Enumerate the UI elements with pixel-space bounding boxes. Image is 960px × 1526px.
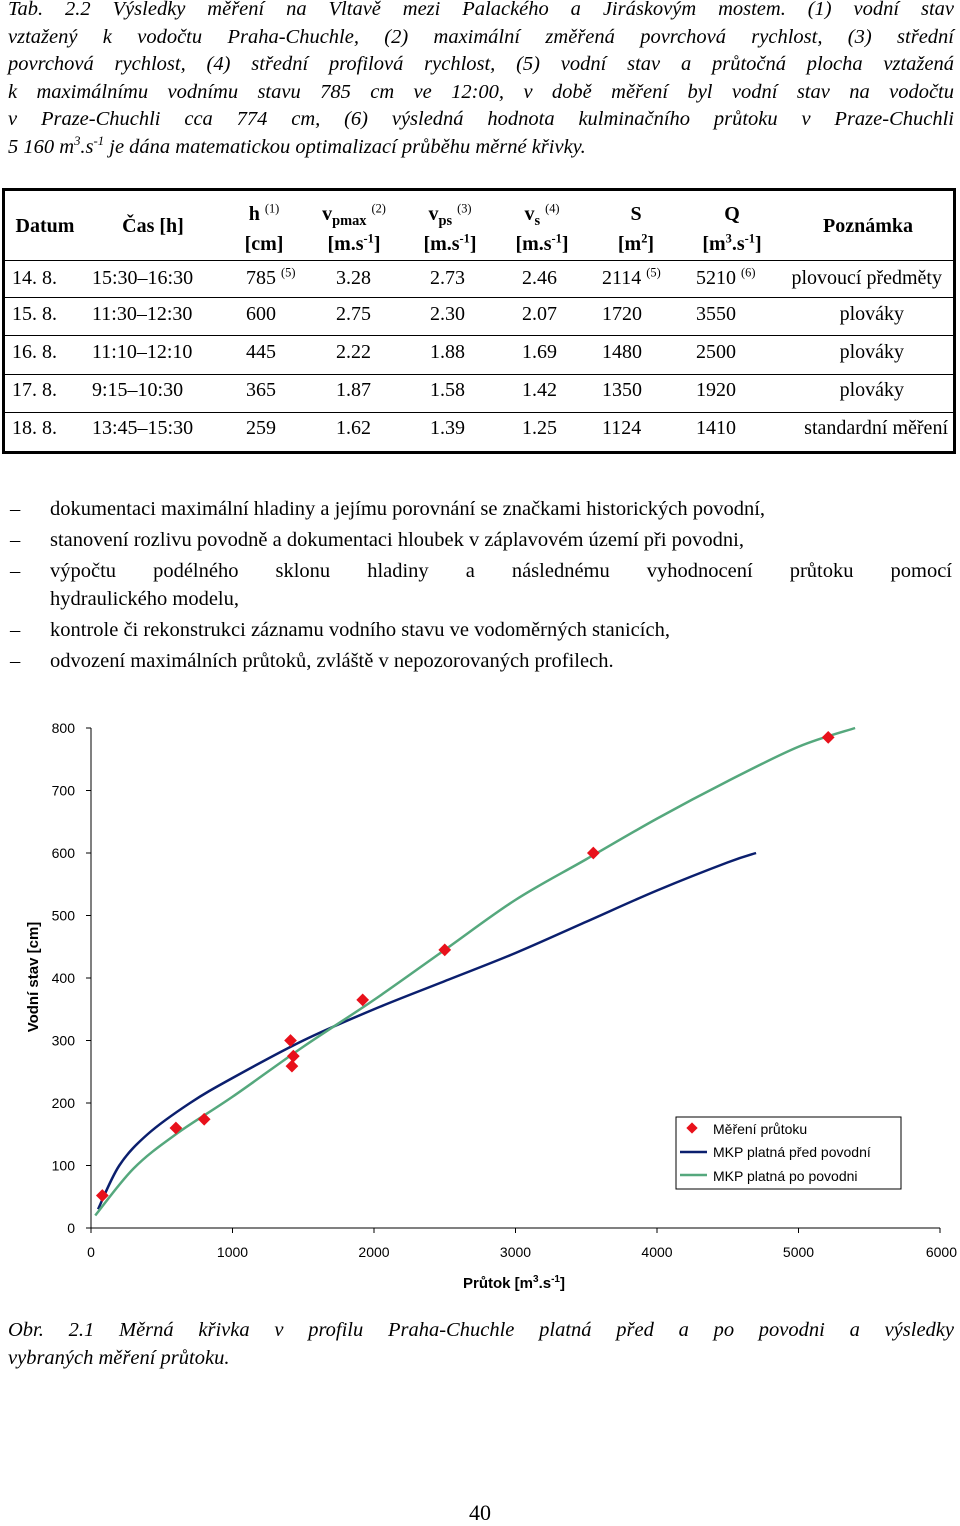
header-symbol: v <box>322 203 333 225</box>
x-tick-label: 6000 <box>925 1244 957 1260</box>
cell-vs: 2.07 <box>522 303 557 325</box>
cell-h: 600 <box>246 303 276 325</box>
series-line-before <box>98 853 756 1209</box>
table-caption-line: povrchová rychlost, (4) střední profilová rychlost, (5) vodní stav a průtočná plocha vztažená <box>8 53 954 76</box>
y-tick-label: 0 <box>67 1220 75 1236</box>
cell-poznamka: plováky <box>839 379 904 401</box>
cell-value: 785 <box>246 267 276 289</box>
header-vpmax <box>314 202 394 256</box>
header-S <box>606 202 666 256</box>
cell-h: 365 <box>246 379 276 401</box>
header-unit: ] <box>754 233 762 255</box>
cell-vpmax: 3.28 <box>336 267 371 289</box>
y-tick-label: 700 <box>51 782 75 799</box>
header-unit: [cm] <box>244 233 284 255</box>
cell-datum: 14. 8. <box>12 267 57 289</box>
cell-h: 259 <box>246 417 276 439</box>
header-unit: [m.s <box>423 233 460 255</box>
header-unit-sup: 2 <box>641 231 648 246</box>
rating-curve-chart <box>0 700 960 1300</box>
cell-vps: 1.88 <box>430 341 465 363</box>
cell-vpmax: 2.22 <box>336 341 371 363</box>
table-caption-line: Tab. 2.2 Výsledky měření na Vltavě mezi Palackého a Jiráskovým mostem. (1) vodní stav <box>8 0 954 20</box>
y-tick-label: 600 <box>51 845 75 861</box>
x-tick-label: 1000 <box>216 1244 249 1260</box>
x-tick-label: 4000 <box>641 1244 673 1260</box>
y-tick-label: 800 <box>51 720 75 736</box>
header-Q <box>688 202 776 256</box>
y-tick-label: 200 <box>51 1095 75 1111</box>
header-vs <box>506 202 578 256</box>
page-number: 40 <box>469 1500 491 1525</box>
cell-Q <box>696 266 755 290</box>
header-h <box>238 202 290 256</box>
list-item-text: dokumentaci maximální hladiny a jejímu porovnání se značkami historických povodní, <box>50 498 766 520</box>
header-unit: ] <box>561 233 569 255</box>
header-unit: ] <box>469 233 477 255</box>
x-axis-label-sup: 3 <box>533 1274 539 1285</box>
cell-datum: 15. 8. <box>12 303 57 325</box>
cell-S <box>602 266 661 290</box>
cell-datum: 17. 8. <box>12 379 57 401</box>
figure-caption-line: Obr. 2.1 Měrná křivka v profilu Praha-Chuchle platná před a po povodni a výsledky <box>8 1319 954 1341</box>
header-unit: .s <box>731 233 745 255</box>
cell-vps: 1.39 <box>430 417 465 439</box>
cell-vps: 2.30 <box>430 303 465 325</box>
cell-cas: 15:30–16:30 <box>92 267 194 289</box>
dash-icon: – <box>10 619 21 641</box>
chart-svg <box>0 700 960 1300</box>
measurement-point <box>822 731 835 744</box>
cell-Q: 1410 <box>696 417 736 439</box>
cell-S: 1124 <box>602 417 642 439</box>
table-caption-line <box>8 134 954 162</box>
cell-cas: 13:45–15:30 <box>92 417 194 439</box>
header-sub: s <box>534 213 541 229</box>
row-separator <box>5 412 953 413</box>
cell-note: (6) <box>741 265 756 280</box>
cell-h: 445 <box>246 341 276 363</box>
caption-text: je dána matematickou optimalizací průběhu měrné křivky. <box>104 135 586 158</box>
header-unit-sup: 3 <box>725 231 732 246</box>
y-ticks <box>52 720 91 1236</box>
header-symbol: v <box>428 203 439 225</box>
cell-note: (5) <box>281 265 296 280</box>
cell-vs: 1.25 <box>522 417 557 439</box>
measurement-point <box>198 1113 211 1126</box>
figure-caption <box>8 1317 954 1372</box>
header-vps <box>414 202 486 256</box>
header-unit-sup: -1 <box>459 231 470 246</box>
header-note: (1) <box>264 201 280 216</box>
cell-datum: 16. 8. <box>12 341 57 363</box>
figure-caption-line: vybraných měření průtoku. <box>8 1346 230 1369</box>
header-cas: Čas [h] <box>122 215 184 237</box>
header-unit-sup: -1 <box>744 231 755 246</box>
header-unit: ] <box>647 233 655 255</box>
header-note: (3) <box>457 201 472 216</box>
dash-icon: – <box>10 529 21 551</box>
header-sub: pmax <box>332 213 367 229</box>
legend-label: MKP platná před povodní <box>713 1144 871 1160</box>
list-item-text: stanovení rozlivu povodně a dokumentaci hloubek v záplavovém území při povodni, <box>50 529 744 551</box>
cell-vps: 1.58 <box>430 379 465 401</box>
list-item-text: hydraulického modelu, <box>50 588 240 610</box>
header-unit: [m <box>702 233 726 255</box>
dash-icon: – <box>10 560 21 582</box>
header-rule <box>2 260 956 261</box>
header-poznamka: Poznámka <box>823 215 913 237</box>
cell-value: 5210 <box>696 267 736 289</box>
cell-poznamka: plováky <box>839 341 904 363</box>
header-unit-sup: -1 <box>551 231 562 246</box>
cell-Q: 3550 <box>696 303 736 325</box>
x-tick-label: 2000 <box>358 1244 390 1260</box>
table-caption-line: k maximálnímu vodnímu stavu 785 cm ve 12:00, v době měření byl vodní stav na vodočtu <box>8 80 954 103</box>
cell-datum: 18. 8. <box>12 417 57 439</box>
cell-S: 1480 <box>602 341 642 363</box>
caption-text: 5 160 m <box>8 135 75 158</box>
cell-S: 1720 <box>602 303 642 325</box>
header-note: (2) <box>371 201 386 216</box>
dash-icon: – <box>10 498 21 520</box>
x-axis-label-text: ] <box>560 1275 565 1292</box>
x-axis-label-text: Průtok [m <box>463 1275 534 1292</box>
header-symbol: v <box>524 203 535 225</box>
header-symbol: S <box>630 203 642 225</box>
header-unit: ] <box>373 233 381 255</box>
row-separator <box>5 297 953 298</box>
y-axis-label: Vodní stav [cm] <box>25 921 42 1033</box>
table-caption-line: vztažený k vodočtu Praha-Chuchle, (2) maximální změřená povrchová rychlost, (3) střední <box>8 25 954 48</box>
y-tick-label: 400 <box>51 970 75 986</box>
cell-h <box>246 266 295 290</box>
x-axis-label <box>463 1274 565 1292</box>
y-tick-label: 500 <box>51 907 75 924</box>
results-table <box>2 188 956 454</box>
x-tick-label: 5000 <box>782 1244 815 1260</box>
y-tick-label: 300 <box>51 1032 75 1049</box>
cell-poznamka: plováky <box>839 303 904 325</box>
header-unit-sup: -1 <box>363 231 374 246</box>
list-item-text: výpočtu podélného sklonu hladiny a následnému vyhodnocení průtoku pomocí <box>50 560 952 582</box>
cell-S: 1350 <box>602 379 642 401</box>
caption-sup: -1 <box>93 134 105 149</box>
cell-Q: 2500 <box>696 341 736 363</box>
cell-vpmax: 1.62 <box>336 417 371 439</box>
caption-sup: 3 <box>74 134 81 149</box>
cell-Q: 1920 <box>696 379 736 401</box>
x-ticks <box>87 1228 957 1260</box>
header-datum: Datum <box>15 215 75 237</box>
cell-poznamka: plovoucí předměty <box>791 267 942 289</box>
legend-label: Měření průtoku <box>713 1121 808 1137</box>
header-unit: [m.s <box>327 233 364 255</box>
cell-cas: 11:10–12:10 <box>92 341 193 363</box>
header-unit: [m.s <box>515 233 552 255</box>
x-tick-label: 0 <box>87 1244 95 1260</box>
list-item-text: kontrole či rekonstrukci záznamu vodního stavu ve vodoměrných stanicích, <box>50 619 670 641</box>
cell-vpmax: 2.75 <box>336 303 371 325</box>
row-separator <box>5 374 953 375</box>
cell-cas: 9:15–10:30 <box>92 379 184 401</box>
header-symbol: h <box>248 203 260 225</box>
cell-vs: 1.42 <box>522 379 557 401</box>
header-sub: ps <box>438 213 453 229</box>
table-caption <box>8 0 954 162</box>
cell-cas: 11:30–12:30 <box>92 303 193 325</box>
measurement-point <box>286 1060 299 1073</box>
row-separator <box>5 335 953 336</box>
x-axis-label-text: .s <box>538 1275 552 1292</box>
header-symbol: Q <box>724 203 740 225</box>
cell-vps: 2.73 <box>430 267 465 289</box>
cell-note: (5) <box>646 265 661 280</box>
cell-poznamka: standardní měření <box>804 417 948 439</box>
list-item-text: odvození maximálních průtoků, zvláště v nepozorovaných profilech. <box>50 650 614 672</box>
cell-value: 2114 <box>602 267 642 289</box>
header-unit: [m <box>617 233 642 255</box>
table-caption-line: v Praze-Chuchli cca 774 cm, (6) výsledná hodnota kulminačního průtoku v Praze-Chuchli <box>8 108 954 131</box>
x-axis-label-sup: -1 <box>551 1274 560 1285</box>
header-note: (4) <box>545 201 560 216</box>
x-tick-label: 3000 <box>499 1244 532 1260</box>
cell-vs: 1.69 <box>522 341 557 363</box>
legend-label: MKP platná po povodni <box>713 1168 858 1184</box>
chart-legend <box>676 1117 901 1189</box>
caption-text: .s <box>80 135 94 158</box>
dash-icon: – <box>10 650 21 672</box>
cell-vpmax: 1.87 <box>336 379 371 401</box>
cell-vs: 2.46 <box>522 267 557 289</box>
y-tick-label: 100 <box>51 1157 75 1174</box>
